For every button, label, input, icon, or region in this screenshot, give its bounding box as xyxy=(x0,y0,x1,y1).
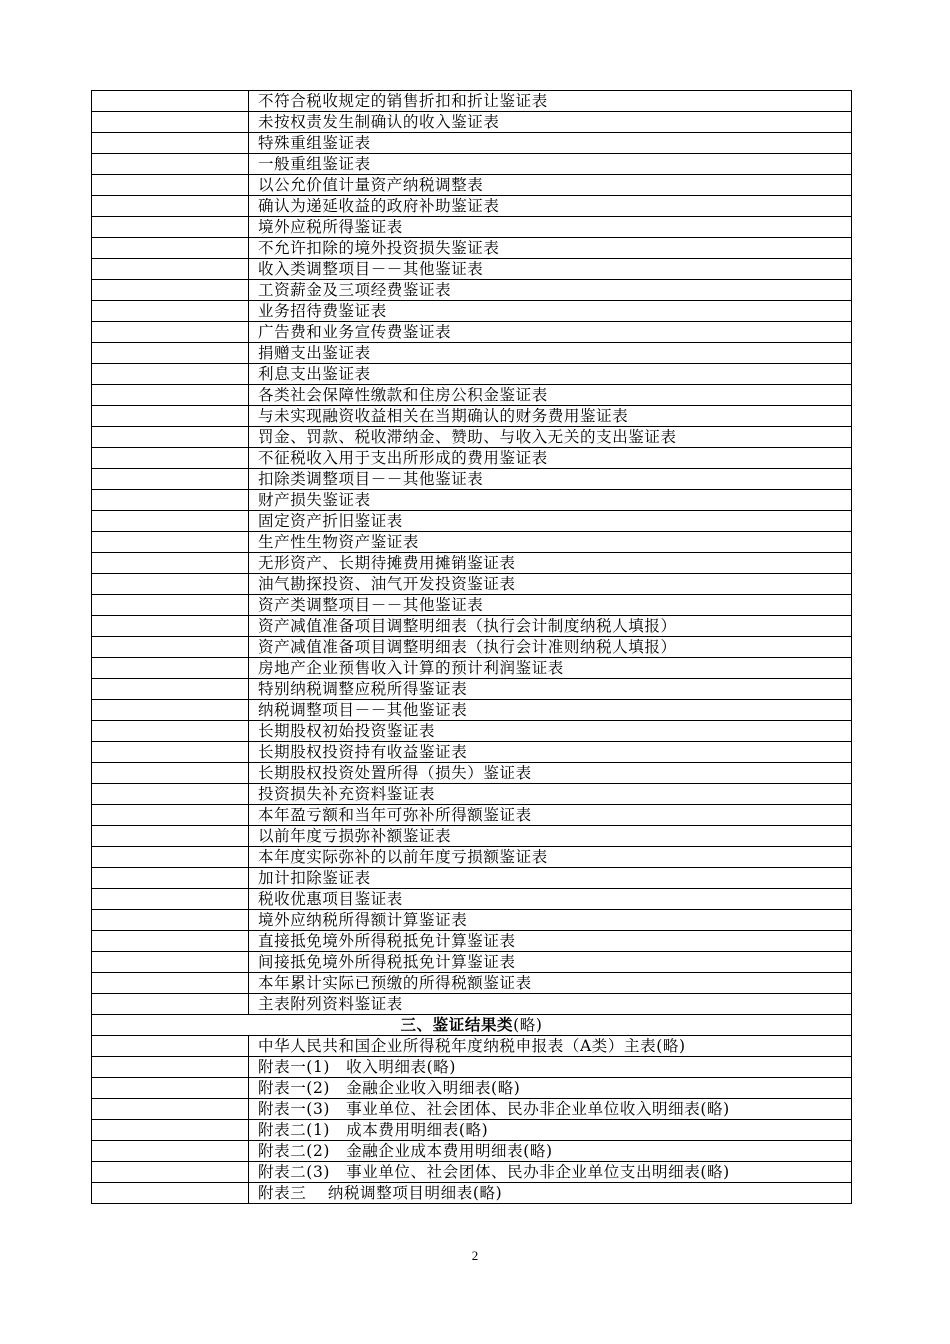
table-row xyxy=(92,532,852,553)
table-row xyxy=(92,364,852,385)
table-body xyxy=(92,91,852,1204)
table-cell-empty xyxy=(92,868,249,889)
table-cell-item: 附表二(3) 事业单位、社会团体、民办非企业单位支出明细表(略) xyxy=(249,1162,852,1183)
table-row xyxy=(92,1183,852,1204)
table-row xyxy=(92,826,852,847)
table-cell-empty xyxy=(92,616,249,637)
table-cell-empty xyxy=(92,889,249,910)
table-cell-item: 本年度实际弥补的以前年度亏损额鉴证表 xyxy=(249,847,852,868)
table-cell-item: 固定资产折旧鉴证表 xyxy=(249,511,852,532)
table-cell-empty xyxy=(92,448,249,469)
table-row xyxy=(92,217,852,238)
table-cell-empty xyxy=(92,91,249,112)
table-cell-item: 长期股权投资持有收益鉴证表 xyxy=(249,742,852,763)
table-cell-empty xyxy=(92,658,249,679)
table-row xyxy=(92,637,852,658)
table-cell-empty xyxy=(92,322,249,343)
table-row xyxy=(92,742,852,763)
table-cell-item: 资产减值准备项目调整明细表（执行会计准则纳税人填报） xyxy=(249,637,852,658)
table-row xyxy=(92,196,852,217)
table-cell-empty xyxy=(92,973,249,994)
table-cell-empty xyxy=(92,112,249,133)
table-cell-empty xyxy=(92,259,249,280)
table-cell-item: 捐赠支出鉴证表 xyxy=(249,343,852,364)
table-cell-item: 特别纳税调整应税所得鉴证表 xyxy=(249,679,852,700)
table-cell-empty xyxy=(92,532,249,553)
table-row xyxy=(92,511,852,532)
table-cell-item: 一般重组鉴证表 xyxy=(249,154,852,175)
table-cell-item: 以前年度亏损弥补额鉴证表 xyxy=(249,826,852,847)
table-cell-empty xyxy=(92,1120,249,1141)
table-cell-item: 本年累计实际已预缴的所得税额鉴证表 xyxy=(249,973,852,994)
table-cell-empty xyxy=(92,238,249,259)
table-cell-empty xyxy=(92,1057,249,1078)
table-row xyxy=(92,700,852,721)
section-heading-row xyxy=(92,1015,852,1036)
table-cell-item: 资产减值准备项目调整明细表（执行会计制度纳税人填报） xyxy=(249,616,852,637)
table-cell-item: 附表三 纳税调整项目明细表(略) xyxy=(249,1183,852,1204)
table-cell-item: 不允许扣除的境外投资损失鉴证表 xyxy=(249,238,852,259)
table-cell-item: 油气勘探投资、油气开发投资鉴证表 xyxy=(249,574,852,595)
table-cell-empty xyxy=(92,280,249,301)
table-row xyxy=(92,91,852,112)
table-row xyxy=(92,574,852,595)
table-cell-item: 附表一(3) 事业单位、社会团体、民办非企业单位收入明细表(略) xyxy=(249,1099,852,1120)
table-cell-item: 纳税调整项目－－其他鉴证表 xyxy=(249,700,852,721)
table-cell-empty xyxy=(92,721,249,742)
table-cell-empty xyxy=(92,826,249,847)
table-cell-empty xyxy=(92,1141,249,1162)
table-row xyxy=(92,679,852,700)
table-cell-item: 投资损失补充资料鉴证表 xyxy=(249,784,852,805)
table-row xyxy=(92,868,852,889)
table-cell-empty xyxy=(92,511,249,532)
table-cell-empty xyxy=(92,427,249,448)
table-cell-empty xyxy=(92,154,249,175)
table-cell-empty xyxy=(92,952,249,973)
table-cell-item: 附表一(1) 收入明细表(略) xyxy=(249,1057,852,1078)
table-cell-empty xyxy=(92,217,249,238)
table-cell-item: 工资薪金及三项经费鉴证表 xyxy=(249,280,852,301)
table-cell-item: 直接抵免境外所得税抵免计算鉴证表 xyxy=(249,931,852,952)
table-cell-empty xyxy=(92,1078,249,1099)
table-row xyxy=(92,763,852,784)
table-row xyxy=(92,1120,852,1141)
table-cell-item: 间接抵免境外所得税抵免计算鉴证表 xyxy=(249,952,852,973)
table-cell-item: 附表二(1) 成本费用明细表(略) xyxy=(249,1120,852,1141)
section-heading-title: 三、鉴证结果类 xyxy=(400,1015,514,1034)
table-cell-item: 不符合税收规定的销售折扣和折让鉴证表 xyxy=(249,91,852,112)
table-cell-empty xyxy=(92,301,249,322)
table-row xyxy=(92,175,852,196)
table-cell-item: 确认为递延收益的政府补助鉴证表 xyxy=(249,196,852,217)
table-cell-item: 广告费和业务宣传费鉴证表 xyxy=(249,322,852,343)
table-cell-empty xyxy=(92,700,249,721)
table-cell-item: 未按权责发生制确认的收入鉴证表 xyxy=(249,112,852,133)
table-cell-item: 长期股权初始投资鉴证表 xyxy=(249,721,852,742)
table-cell-empty xyxy=(92,742,249,763)
table-row xyxy=(92,805,852,826)
table-row xyxy=(92,1099,852,1120)
table-cell-empty xyxy=(92,805,249,826)
table-cell-empty xyxy=(92,763,249,784)
table-row xyxy=(92,952,852,973)
table-cell-item: 资产类调整项目－－其他鉴证表 xyxy=(249,595,852,616)
table-cell-empty xyxy=(92,490,249,511)
table-row xyxy=(92,469,852,490)
table-row xyxy=(92,154,852,175)
table-row xyxy=(92,343,852,364)
table-cell-empty xyxy=(92,406,249,427)
table-cell-item: 生产性生物资产鉴证表 xyxy=(249,532,852,553)
table-row xyxy=(92,784,852,805)
table-row xyxy=(92,112,852,133)
table-row xyxy=(92,259,852,280)
table-row xyxy=(92,238,852,259)
table-row xyxy=(92,406,852,427)
table-row xyxy=(92,658,852,679)
table-row xyxy=(92,931,852,952)
table-row xyxy=(92,448,852,469)
table-cell-item: 与未实现融资收益相关在当期确认的财务费用鉴证表 xyxy=(249,406,852,427)
table-row xyxy=(92,910,852,931)
table-cell-item: 无形资产、长期待摊费用摊销鉴证表 xyxy=(249,553,852,574)
table-cell-item: 附表二(2) 金融企业成本费用明细表(略) xyxy=(249,1141,852,1162)
table-cell-empty xyxy=(92,469,249,490)
table-cell-empty xyxy=(92,553,249,574)
table-cell-item: 扣除类调整项目－－其他鉴证表 xyxy=(249,469,852,490)
table-cell-item: 本年盈亏额和当年可弥补所得额鉴证表 xyxy=(249,805,852,826)
table-row xyxy=(92,616,852,637)
section-heading xyxy=(92,1015,852,1036)
table-cell-item: 收入类调整项目－－其他鉴证表 xyxy=(249,259,852,280)
table-row xyxy=(92,889,852,910)
table-row xyxy=(92,595,852,616)
table-cell-item: 主表附列资料鉴证表 xyxy=(249,994,852,1015)
table-cell-empty xyxy=(92,931,249,952)
table-cell-item: 各类社会保障性缴款和住房公积金鉴证表 xyxy=(249,385,852,406)
table-row xyxy=(92,1162,852,1183)
table-row xyxy=(92,1141,852,1162)
page-number: 2 xyxy=(471,1248,479,1263)
table-cell-empty xyxy=(92,364,249,385)
table-cell-item: 境外应纳税所得额计算鉴证表 xyxy=(249,910,852,931)
table-row xyxy=(92,301,852,322)
table-cell-item: 罚金、罚款、税收滞纳金、赞助、与收入无关的支出鉴证表 xyxy=(249,427,852,448)
table-row xyxy=(92,994,852,1015)
table-row xyxy=(92,847,852,868)
table-row xyxy=(92,490,852,511)
table-row xyxy=(92,973,852,994)
table-cell-empty xyxy=(92,1183,249,1204)
section-heading-suffix: (略) xyxy=(513,1016,543,1034)
table-cell-empty xyxy=(92,847,249,868)
table-cell-empty xyxy=(92,1036,249,1057)
table-cell-empty xyxy=(92,133,249,154)
table-cell-empty xyxy=(92,1162,249,1183)
table-cell-empty xyxy=(92,385,249,406)
table-row xyxy=(92,1078,852,1099)
document-table xyxy=(91,90,852,1204)
table-cell-item: 长期股权投资处置所得（损失）鉴证表 xyxy=(249,763,852,784)
table-row xyxy=(92,1057,852,1078)
table-cell-empty xyxy=(92,1099,249,1120)
table-cell-empty xyxy=(92,637,249,658)
table-cell-empty xyxy=(92,574,249,595)
table-row xyxy=(92,385,852,406)
table-cell-item: 以公允价值计量资产纳税调整表 xyxy=(249,175,852,196)
table-row xyxy=(92,553,852,574)
table-cell-item: 加计扣除鉴证表 xyxy=(249,868,852,889)
table-cell-item: 财产损失鉴证表 xyxy=(249,490,852,511)
table-cell-empty xyxy=(92,595,249,616)
table-cell-empty xyxy=(92,343,249,364)
table-row xyxy=(92,133,852,154)
table-cell-item: 房地产企业预售收入计算的预计利润鉴证表 xyxy=(249,658,852,679)
table-cell-item: 业务招待费鉴证表 xyxy=(249,301,852,322)
table-cell-item: 不征税收入用于支出所形成的费用鉴证表 xyxy=(249,448,852,469)
table-cell-item: 税收优惠项目鉴证表 xyxy=(249,889,852,910)
table-cell-empty xyxy=(92,784,249,805)
table-cell-item: 附表一(2) 金融企业收入明细表(略) xyxy=(249,1078,852,1099)
table-cell-empty xyxy=(92,910,249,931)
table-cell-empty xyxy=(92,994,249,1015)
table-cell-empty xyxy=(92,175,249,196)
table-cell-empty xyxy=(92,679,249,700)
table-row xyxy=(92,1036,852,1057)
table-row xyxy=(92,280,852,301)
table-cell-item: 特殊重组鉴证表 xyxy=(249,133,852,154)
table-row xyxy=(92,427,852,448)
table-cell-item: 中华人民共和国企业所得税年度纳税申报表（A类）主表(略) xyxy=(249,1036,852,1057)
table-row xyxy=(92,322,852,343)
table-cell-item: 利息支出鉴证表 xyxy=(249,364,852,385)
table-row xyxy=(92,721,852,742)
table-cell-empty xyxy=(92,196,249,217)
table-cell-item: 境外应税所得鉴证表 xyxy=(249,217,852,238)
